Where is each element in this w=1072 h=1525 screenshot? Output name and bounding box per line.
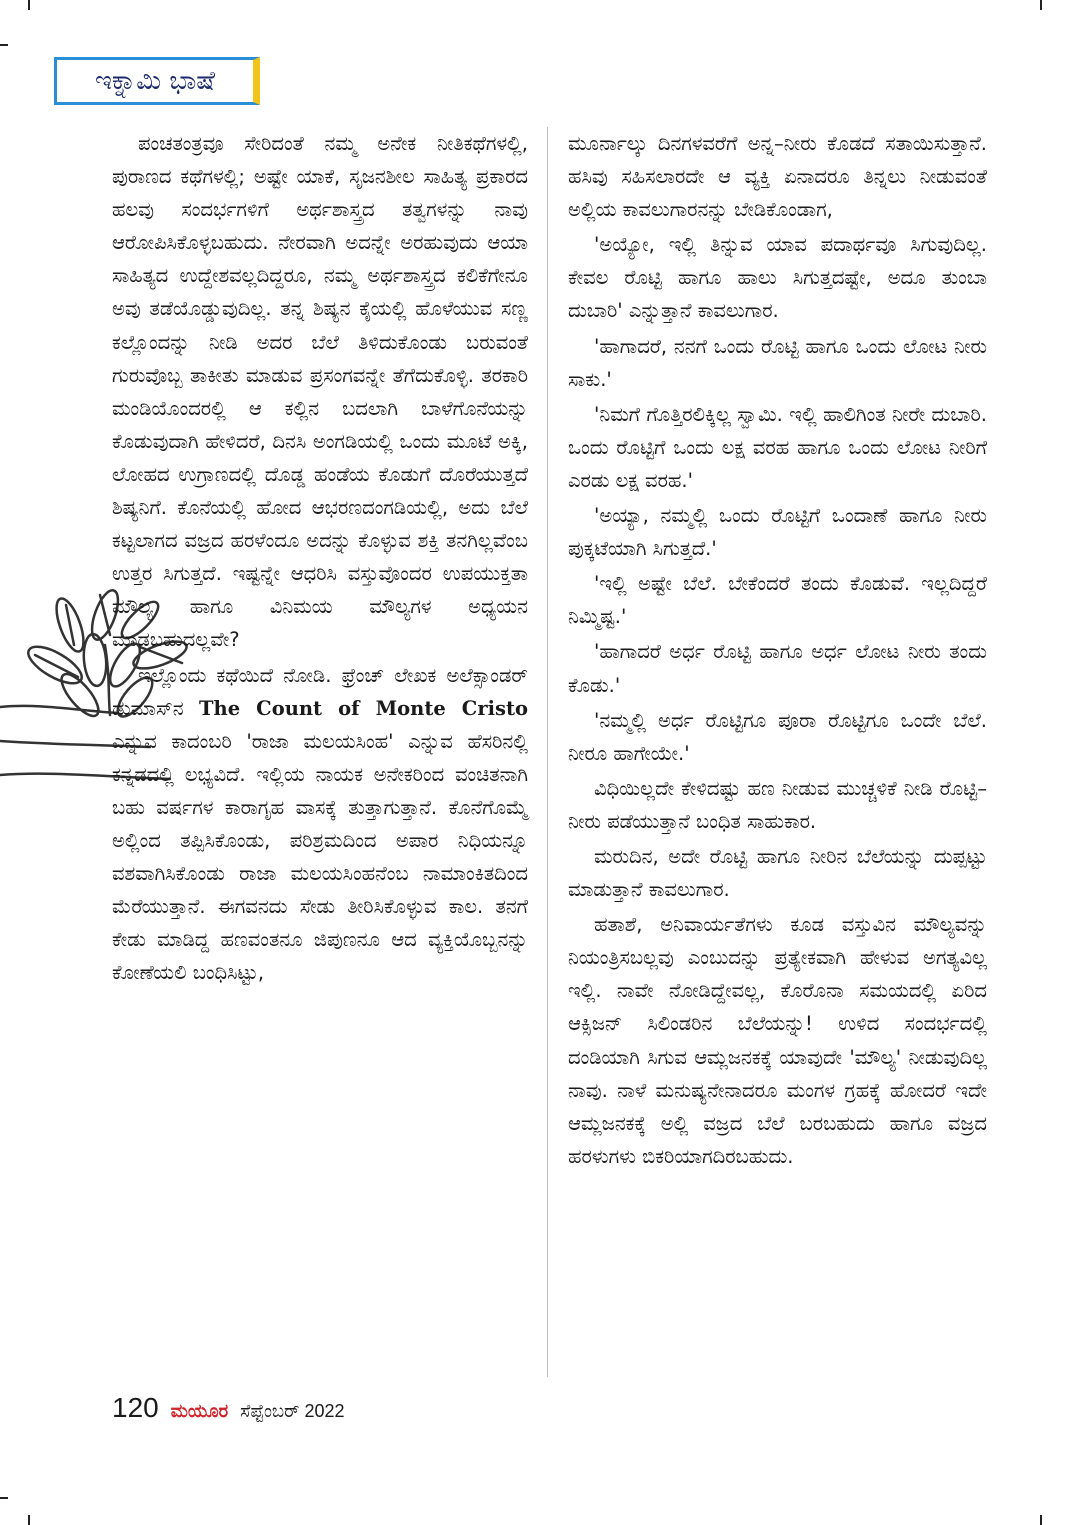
- article-paragraph: ಪಂಚತಂತ್ರವೂ ಸೇರಿದಂತೆ ನಮ್ಮ ಅನೇಕ ನೀತಿಕಥೆಗಳಲ್ಲಿ, ಪುರಾಣದ ಕಥೆಗಳಲ್ಲಿ; ಅಷ್ಟೇ ಯಾಕೆ, ಸೃಜನಶೀಲ ಸಾಹಿತ್ಯ ಪ್ರಕಾರದ ಹಲವು ಸಂದರ್ಭಗಳಿಗೆ ಅರ್ಥಶಾಸ್ತ್ರದ ತತ್ವಗಳನ್ನು ನಾವು ಆರೋಪಿಸಿಕೊಳ್ಳಬಹುದು. ನೇರವಾಗಿ ಅದನ್ನೇ ಅರಹುವುದು ಆಯಾ ಸಾಹಿತ್ಯದ ಉದ್ದೇಶವಲ್ಲದಿದ್ದರೂ, ನಮ್ಮ ಅರ್ಥಶಾಸ್ತ್ರದ ಕಲಿಕೆಗೇನೂ ಅವು ತಡೆಯೊಡ್ಡುವುದಿಲ್ಲ. ತನ್ನ ಶಿಷ್ಯನ ಕೈಯಲ್ಲಿ ಹೊಳೆಯುವ ಸಣ್ಣ ಕಲ್ಲೊಂದನ್ನು ನೀಡಿ ಅದರ ಬೆಲೆ ತಿಳಿದುಕೊಂಡು ಬರುವಂತೆ ಗುರುವೊಬ್ಬ ತಾಕೀತು ಮಾಡುವ ಪ್ರಸಂಗವನ್ನೇ ತೆಗೆದುಕೊಳ್ಳಿ. ತರಕಾರಿ ಮಂಡಿಯೊಂದರಲ್ಲಿ ಆ ಕಲ್ಲಿನ ಬದಲಾಗಿ ಬಾಳೆಗೊನೆಯನ್ನು ಕೊಡುವುದಾಗಿ ಹೇಳಿದರೆ, ದಿನಸಿ ಅಂಗಡಿಯಲ್ಲಿ ಒಂದು ಮೂಟೆ ಅಕ್ಕಿ, ಲೋಹದ ಉಗ್ರಾಣದಲ್ಲಿ ದೊಡ್ಡ ಹಂಡೆಯ ಕೊಡುಗೆ ದೊರೆಯುತ್ತದೆ ಶಿಷ್ಯನಿಗೆ. ಕೊನೆಯಲ್ಲಿ ಹೋದ ಆಭರಣದಂಗಡಿಯಲ್ಲಿ, ಅದು ಬೆಲೆ ಕಟ್ಟಲಾಗದ ವಜ್ರದ ಹರಳೆಂದೂ ಅದನ್ನು ಕೊಳ್ಳುವ ಶಕ್ತಿ ತನಗಿಲ್ಲವೆಂಬ ಉತ್ತರ ಸಿಗುತ್ತದೆ. ಇಷ್ಟನ್ನೇ ಆಧರಿಸಿ ವಸ್ತುವೊಂದರ ಉಪಯುಕ್ತತಾ ಮೌಲ್ಯ ಹಾಗೂ ವಿನಿಮಯ ಮೌಲ್ಯಗಳ ಅಧ್ಯಯನ ಮಾಡಬಹುದಲ್ಲವೇ?: [112, 132, 528, 652]
- page-footer: [112, 1392, 345, 1424]
- column-title: ಇಕ್ನಾಮಿ ಭಾಷೆ: [94, 65, 216, 96]
- book-title: The Count of Monte Cristo: [199, 696, 528, 720]
- article-column-right: [568, 127, 987, 1173]
- article-paragraph: 'ನಿಮಗೆ ಗೊತ್ತಿರಲಿಕ್ಕಿಲ್ಲ ಸ್ವಾಮಿ. ಇಲ್ಲಿ ಹಾಲಿಗಿಂತ ನೀರೇ ದುಬಾರಿ. ಒಂದು ರೊಟ್ಟಿಗೆ ಒಂದು ಲಕ್ಷ ವರಹ ಹಾಗೂ ಒಂದು ಲೋಟ ನೀರಿಗೆ ಎರಡು ಲಕ್ಷ ವರಹ.': [568, 402, 987, 492]
- article-paragraph: 'ಅಯ್ಯೋ, ಇಲ್ಲಿ ತಿನ್ನುವ ಯಾವ ಪದಾರ್ಥವೂ ಸಿಗುವುದಿಲ್ಲ. ಕೇವಲ ರೊಟ್ಟಿ ಹಾಗೂ ಹಾಲು ಸಿಗುತ್ತದಷ್ಟೇ, ಅದೂ ತುಂಬಾ ದುಬಾರಿ' ಎನ್ನುತ್ತಾನೆ ಕಾವಲುಗಾರ.: [568, 233, 987, 323]
- article-paragraph: 'ಇಲ್ಲಿ ಅಷ್ಟೇ ಬೆಲೆ. ಬೇಕೆಂದರೆ ತಂದು ಕೊಡುವೆ. ಇಲ್ಲದಿದ್ದರೆ ನಿಮ್ಮಿಷ್ಟ.': [568, 572, 987, 629]
- article-paragraph: 'ಹಾಗಾದರೆ, ನನಗೆ ಒಂದು ರೊಟ್ಟಿ ಹಾಗೂ ಒಂದು ಲೋಟ ನೀರು ಸಾಕು.': [568, 334, 987, 391]
- issue-date: ಸೆಪ್ಟೆಂಬರ್ 2022: [240, 1401, 345, 1421]
- article-paragraph: 'ಹಾಗಾದರೆ ಅರ್ಧ ರೊಟ್ಟಿ ಹಾಗೂ ಅರ್ಧ ಲೋಟ ನೀರು ತಂದು ಕೊಡು.': [568, 640, 987, 697]
- crop-mark: [1040, 0, 1042, 10]
- article-paragraph: ಮರುದಿನ, ಅದೇ ರೊಟ್ಟಿ ಹಾಗೂ ನೀರಿನ ಬೆಲೆಯನ್ನು ದುಪ್ಪಟ್ಟು ಮಾಡುತ್ತಾನೆ ಕಾವಲುಗಾರ.: [568, 844, 987, 902]
- crop-mark: [28, 0, 30, 10]
- article-paragraph: [112, 659, 528, 990]
- article-paragraph: 'ಅಯ್ಯಾ, ನಮ್ಮಲ್ಲಿ ಒಂದು ರೊಟ್ಟಿಗೆ ಒಂದಾಣೆ ಹಾಗೂ ನೀರು ಪುಕ್ಕಟೆಯಾಗಿ ಸಿಗುತ್ತದೆ.': [568, 504, 987, 561]
- article-paragraph: ಹತಾಶೆ, ಅನಿವಾರ್ಯತೆಗಳು ಕೂಡ ವಸ್ತುವಿನ ಮೌಲ್ಯವನ್ನು ನಿಯಂತ್ರಿಸಬಲ್ಲವು ಎಂಬುದನ್ನು ಪ್ರತ್ಯೇಕವಾಗಿ ಹೇಳುವ ಅಗತ್ಯವಿಲ್ಲ ಇಲ್ಲಿ. ನಾವೇ ನೋಡಿದ್ದೇವಲ್ಲ, ಕೊರೊನಾ ಸಮಯದಲ್ಲಿ ಏರಿದ ಆಕ್ಸಿಜನ್ ಸಿಲಿಂಡರಿನ ಬೆಲೆಯನ್ನು! ಉಳಿದ ಸಂದರ್ಭದಲ್ಲಿ ದಂಡಿಯಾಗಿ ಸಿಗುವ ಆಮ್ಲಜನಕಕ್ಕೆ ಯಾವುದೇ 'ಮೌಲ್ಯ' ನೀಡುವುದಿಲ್ಲ ನಾವು. ನಾಳೆ ಮನುಷ್ಯನೇನಾದರೂ ಮಂಗಳ ಗ್ರಹಕ್ಕೆ ಹೋದರೆ ಇದೇ ಆಮ್ಲಜನಕಕ್ಕೆ ಅಲ್ಲಿ ವಜ್ರದ ಬೆಲೆ ಬರಬಹುದು ಹಾಗೂ ವಜ್ರದ ಹರಳುಗಳು ಬಿಕರಿಯಾಗದಿರಬಹುದು.: [568, 913, 987, 1168]
- column-divider: [547, 127, 548, 1377]
- column-title-box: [54, 57, 260, 105]
- article-paragraph: 'ನಮ್ಮಲ್ಲಿ ಅರ್ಧ ರೊಟ್ಟಿಗೂ ಪೂರಾ ರೊಟ್ಟಿಗೂ ಒಂದೇ ಬೆಲೆ. ನೀರೂ ಹಾಗೇಯೇ.': [568, 708, 987, 765]
- article-paragraph: ವಿಧಿಯಿಲ್ಲದೇ ಕೇಳಿದಷ್ಟು ಹಣ ನೀಡುವ ಮುಚ್ಚಳಿಕೆ ನೀಡಿ ರೊಟ್ಟಿ–ನೀರು ಪಡೆಯುತ್ತಾನೆ ಬಂಧಿತ ಸಾಹುಕಾರ.: [568, 776, 987, 833]
- illustration-wrap-space: [0, 521, 107, 816]
- paragraph-text: ಎನ್ನುವ ಕಾದಂಬರಿ 'ರಾಜಾ ಮಲಯಸಿಂಹ' ಎನ್ನುವ ಹೆಸರಿನಲ್ಲಿ ಕನ್ನಡದಲ್ಲಿ ಲಭ್ಯವಿದೆ. ಇಲ್ಲಿಯ ನಾಯಕ ಅನೇಕರಿಂದ ವಂಚಿತನಾಗಿ ಬಹು ವರ್ಷಗಳ ಕಾರಾಗೃಹ ವಾಸಕ್ಕೆ ತುತ್ತಾಗುತ್ತಾನೆ. ಕೊನೆಗೊಮ್ಮೆ ಅಲ್ಲಿಂದ ತಪ್ಪಿಸಿಕೊಂಡು, ಪರಿಶ್ರಮದಿಂದ ಅಪಾರ ನಿಧಿಯನ್ನೂ ವಶವಾಗಿಸಿಕೊಂಡು ರಾಜಾ ಮಲಯಸಿಂಹನೆಂಬ ನಾಮಾಂಕಿತದಿಂದ ಮೆರೆಯುತ್ತಾನೆ. ಈಗವನದು ಸೇಡು ತೀರಿಸಿಕೊಳ್ಳುವ ಕಾಲ. ತನಗೆ ಕೇಡು ಮಾಡಿದ್ದ ಹಣವಂತನೂ ಜಿಪುಣನೂ ಆದ ವ್ಯಕ್ತಿಯೊಬ್ಬನನ್ನು ಕೋಣೆಯಲಿ ಬಂಧಿಸಿಟ್ಟು,: [112, 729, 528, 985]
- crop-mark: [0, 1497, 8, 1499]
- article-column-left: [112, 127, 528, 989]
- crop-mark: [1040, 1515, 1042, 1525]
- paragraph-text: ಇಲ್ಲೊಂದು ಕಥೆಯಿದೆ ನೋಡಿ. ಫ್ರೆಂಚ್ ಲೇಖಕ ಅಲೆಕ್ಸಾಂಡರ್ ಡುಮಾಸ್‌ನ: [112, 663, 528, 720]
- page-number: 120: [112, 1392, 159, 1423]
- crop-mark: [0, 44, 8, 46]
- magazine-name: ಮಯೂರ: [170, 1401, 229, 1422]
- article-paragraph: ಮೂರ್ನಾಲ್ಕು ದಿನಗಳವರೆಗೆ ಅನ್ನ–ನೀರು ಕೊಡದೆ ಸತಾಯಿಸುತ್ತಾನೆ. ಹಸಿವು ಸಹಿಸಲಾರದೇ ಆ ವ್ಯಕ್ತಿ ಏನಾದರೂ ತಿನ್ನಲು ನೀಡುವಂತೆ ಅಲ್ಲಿಯ ಕಾವಲುಗಾರನನ್ನು ಬೇಡಿಕೊಂಡಾಗ,: [568, 132, 987, 222]
- crop-mark: [28, 1515, 30, 1525]
